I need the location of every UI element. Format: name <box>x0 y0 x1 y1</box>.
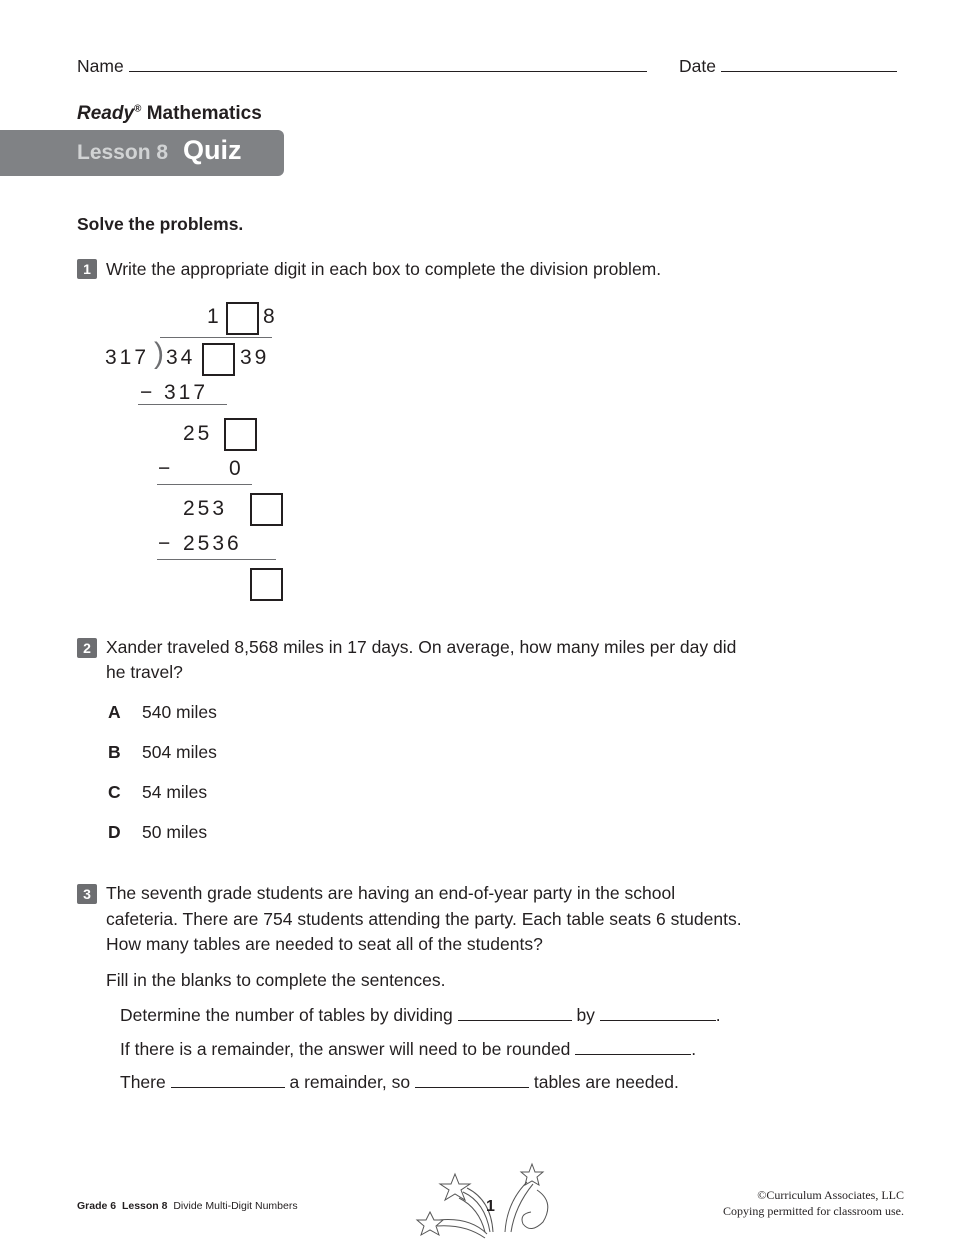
quotient-digit: 8 <box>263 305 278 328</box>
answer-box[interactable] <box>250 568 283 601</box>
question-2-text: Xander traveled 8,568 miles in 17 days. On average, how many miles per day did <box>106 637 737 657</box>
date-label: Date <box>679 56 716 76</box>
question-number: 1 <box>77 259 97 279</box>
option-c[interactable]: C 54 miles <box>108 782 208 802</box>
instructions: Solve the problems. <box>77 214 244 234</box>
answer-box[interactable] <box>226 302 259 335</box>
blank-input[interactable] <box>458 1020 572 1021</box>
page-number: 1 <box>486 1198 495 1215</box>
brand-title: Ready® Mathematics <box>77 103 262 124</box>
blank-input[interactable] <box>600 1020 716 1021</box>
step-value: 2536 <box>183 532 242 555</box>
divisor: 317 <box>105 346 150 369</box>
name-field[interactable] <box>77 56 647 77</box>
sentence-1: Determine the number of tables by dividing by . <box>120 1005 721 1025</box>
question-2-text: he travel? <box>106 662 183 682</box>
fill-instruction: Fill in the blanks to complete the sentences. <box>106 970 446 990</box>
name-label: Name <box>77 56 124 76</box>
quiz-title: Quiz <box>183 135 242 165</box>
option-d[interactable]: D 50 miles <box>108 822 208 842</box>
question-1-text: Write the appropriate digit in each box to complete the division problem. <box>106 259 662 279</box>
option-b[interactable]: B 504 miles <box>108 742 217 762</box>
step-value: 253 <box>183 497 228 520</box>
division-bracket: ) <box>154 337 164 370</box>
answer-box[interactable] <box>250 493 283 526</box>
minus-sign: − <box>158 532 174 555</box>
minus-sign: − <box>158 457 174 480</box>
lesson-label: Lesson 8 <box>77 141 169 164</box>
step-value: 0 <box>229 457 244 480</box>
sentence-2: If there is a remainder, the answer will need to be rounded . <box>120 1039 697 1059</box>
quotient-digit: 1 <box>207 305 222 328</box>
dividend-part: 34 <box>166 346 196 369</box>
question-3-text: The seventh grade students are having an end-of-year party in the school <box>106 883 676 903</box>
footer-lesson-info: Grade 6 Lesson 8 Divide Multi-Digit Numbers <box>77 1200 298 1212</box>
question-number: 2 <box>77 638 97 658</box>
question-3-text: How many tables are needed to seat all of the students? <box>106 934 543 954</box>
copyright: ©Curriculum Associates, LLC Copying permitted for classroom use. <box>723 1188 904 1218</box>
blank-input[interactable] <box>415 1087 529 1088</box>
dividend-part: 39 <box>240 346 270 369</box>
answer-box[interactable] <box>224 418 257 451</box>
option-a[interactable]: A 540 miles <box>108 702 217 722</box>
step-value: 25 <box>183 422 213 445</box>
division-bar <box>160 337 272 338</box>
question-number: 3 <box>77 884 97 904</box>
question-3-text: cafeteria. There are 754 students attending the party. Each table seats 6 students. <box>106 909 742 929</box>
answer-box[interactable] <box>202 343 235 376</box>
date-field[interactable] <box>679 56 897 77</box>
blank-input[interactable] <box>171 1087 285 1088</box>
shooting-stars-icon <box>415 1162 555 1250</box>
lesson-banner <box>0 130 284 176</box>
step-value: 317 <box>164 381 209 404</box>
sentence-3: There a remainder, so tables are needed. <box>120 1072 679 1092</box>
minus-sign: − <box>140 381 156 404</box>
blank-input[interactable] <box>575 1054 691 1055</box>
